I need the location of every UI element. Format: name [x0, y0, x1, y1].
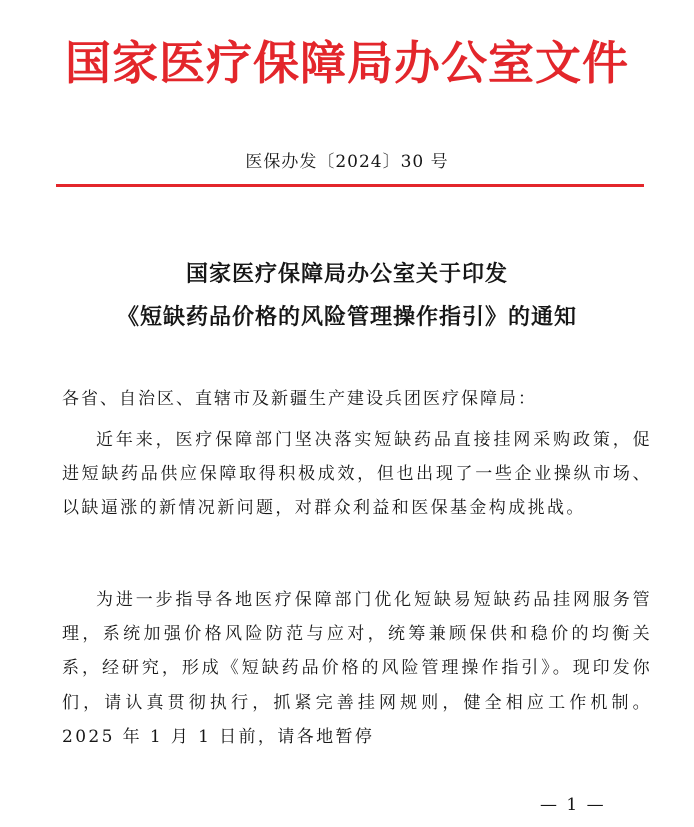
- document-number: 医保办发〔2024〕30 号: [245, 152, 449, 172]
- issuer-header-title: 国家医疗保障局办公室文件: [65, 36, 629, 90]
- salutation: 各省、自治区、直辖市及新疆生产建设兵团医疗保障局：: [62, 389, 537, 409]
- body-paragraph-1: 近年来，医疗保障部门坚决落实短缺药品直接挂网采购政策，促进短缺药品供应保障取得积极成效，但也出现了一些企业操纵市场、以缺逼涨的新情况新问题，对群众利益和医保基金构成挑战。: [62, 430, 652, 519]
- page-number: — 1 —: [540, 795, 606, 815]
- red-divider-line: [56, 184, 644, 187]
- body-paragraph-2: 为进一步指导各地医疗保障部门优化短缺易短缺药品挂网服务管理，系统加强价格风险防范与应对，统筹兼顾保供和稳价的均衡关系，经研究，形成《短缺药品价格的风险管理操作指引》。现印发你们，请认真贯彻执行，抓紧完善挂网规则，健全相应工作机制。2025 年 1 月 1 日前，请各地暂停: [62, 590, 652, 747]
- notice-title-line-1: 国家医疗保障局办公室关于印发: [185, 262, 508, 287]
- notice-title-line-2: 《短缺药品价格的风险管理操作指引》的通知: [116, 305, 577, 330]
